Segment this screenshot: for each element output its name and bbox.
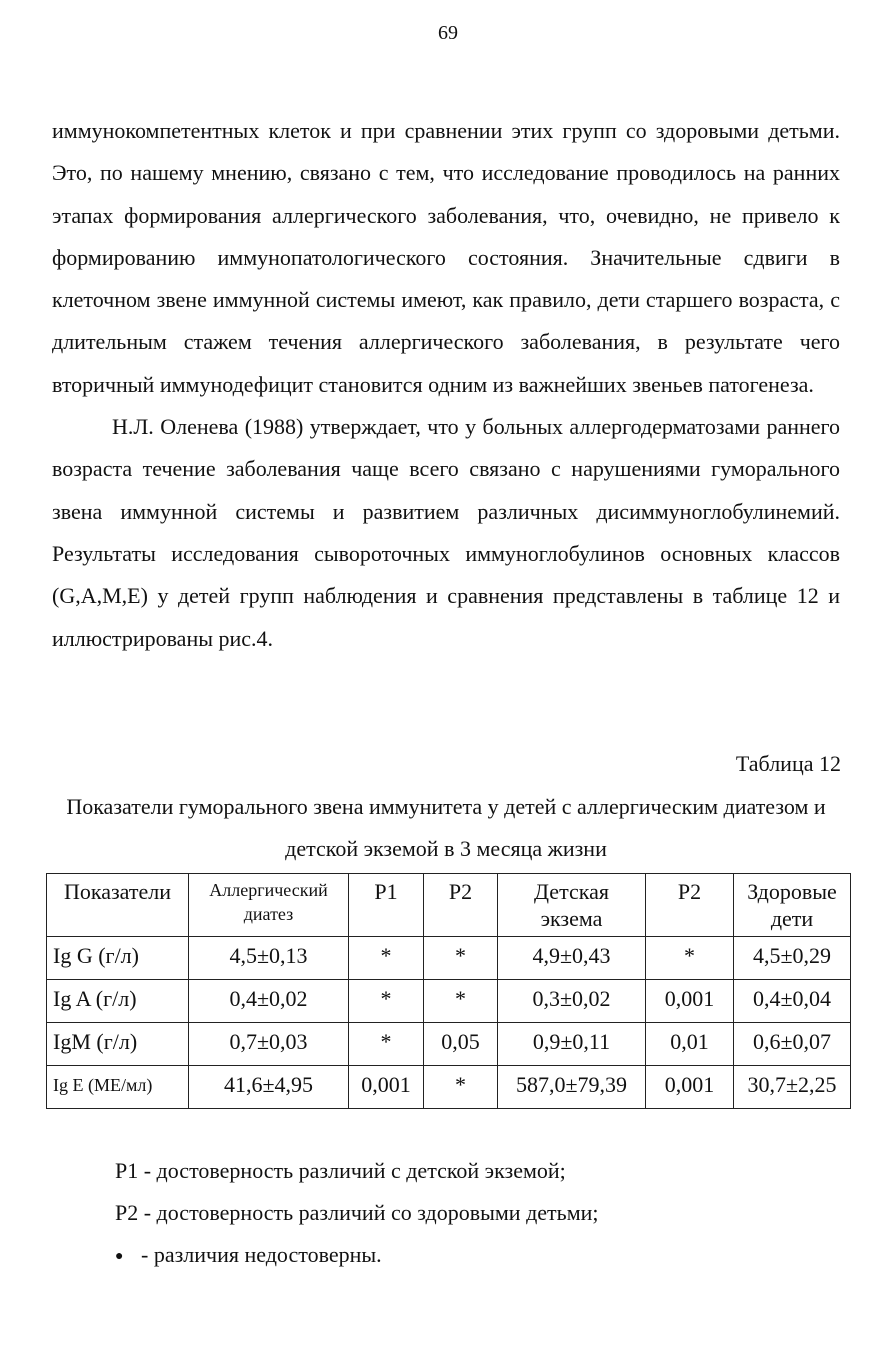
table-cell: * bbox=[646, 937, 734, 980]
table-header-cell: Р1 bbox=[349, 874, 424, 937]
table-cell: 0,01 bbox=[646, 1023, 734, 1066]
paragraph-2: Н.Л. Оленева (1988) утверждает, что у больных аллергодерматозами раннего возраста течение заболевания чаще всего связано с нарушениями гуморального звена иммунной системы и развитием различных дисиммуноглобулинемий. Результаты исследования сывороточных иммуноглобулинов основных классов (G,A,M,E) у детей групп наблюдения и сравнения представлены в таблице 12 и иллюстрированы рис.4. bbox=[52, 414, 840, 651]
table-cell: Ig E (МЕ/мл) bbox=[47, 1066, 189, 1109]
table-row bbox=[47, 937, 851, 980]
table-row bbox=[47, 980, 851, 1023]
table-header-cell: Аллергический диатез bbox=[189, 874, 349, 937]
table-cell: 0,001 bbox=[646, 980, 734, 1023]
table-header-row bbox=[47, 874, 851, 937]
table-cell: 4,5±0,29 bbox=[734, 937, 851, 980]
page-number: 69 bbox=[438, 22, 458, 44]
body-text bbox=[52, 110, 840, 660]
table-cell: 4,9±0,43 bbox=[498, 937, 646, 980]
table-cell: 0,7±0,03 bbox=[189, 1023, 349, 1066]
table-cell: * bbox=[349, 980, 424, 1023]
table-cell: IgM (г/л) bbox=[47, 1023, 189, 1066]
table-header-cell: Р2 bbox=[424, 874, 498, 937]
table-cell: 0,4±0,02 bbox=[189, 980, 349, 1023]
table-label: Таблица 12 bbox=[735, 751, 841, 776]
table-header-cell: Детская экзема bbox=[498, 874, 646, 937]
table-cell: 0,05 bbox=[424, 1023, 498, 1066]
table-cell: * bbox=[349, 937, 424, 980]
table-cell: Ig G (г/л) bbox=[47, 937, 189, 980]
table-cell: Ig A (г/л) bbox=[47, 980, 189, 1023]
table-cell: * bbox=[424, 1066, 498, 1109]
table-notes bbox=[115, 1150, 815, 1278]
table-cell: 587,0±79,39 bbox=[498, 1066, 646, 1109]
table-title: Показатели гуморального звена иммунитета у детей с аллергическим диатезом и детской экземой в 3 месяца жизни bbox=[66, 794, 826, 861]
table-cell: * bbox=[424, 980, 498, 1023]
table-cell: * bbox=[424, 937, 498, 980]
table-cell: 0,4±0,04 bbox=[734, 980, 851, 1023]
immunoglobulin-table bbox=[46, 873, 851, 1109]
table-cell: 0,6±0,07 bbox=[734, 1023, 851, 1066]
table-header-cell: Здоровые дети bbox=[734, 874, 851, 937]
table-row bbox=[47, 1066, 851, 1109]
note-not-significant bbox=[115, 1234, 815, 1278]
note-p2: Р2 - достоверность различий со здоровыми детьми; bbox=[115, 1200, 599, 1225]
table-cell: 0,001 bbox=[349, 1066, 424, 1109]
table-cell: 4,5±0,13 bbox=[189, 937, 349, 980]
table-row bbox=[47, 1023, 851, 1066]
bullet-icon: ● bbox=[115, 1248, 124, 1264]
table-header-cell: Р2 bbox=[646, 874, 734, 937]
table-header-cell: Показатели bbox=[47, 874, 189, 937]
table-cell: 0,3±0,02 bbox=[498, 980, 646, 1023]
table-cell: 41,6±4,95 bbox=[189, 1066, 349, 1109]
paragraph-1: иммунокомпетентных клеток и при сравнении этих групп со здоровыми детьми. Это, по нашему мнению, связано с тем, что исследование проводилось на ранних этапах формирования аллергического заболевания, что, очевидно, не привело к формированию иммунопатологического состояния. Значительные сдвиги в клеточном звене иммунной системы имеют, как правило, дети старшего возраста, с длительным стажем течения аллергического заболевания, в результате чего вторичный иммунодефицит становится одним из важнейших звеньев патогенеза. bbox=[52, 118, 840, 397]
note-not-significant-text: - различия недостоверны. bbox=[141, 1242, 382, 1267]
table-cell: 30,7±2,25 bbox=[734, 1066, 851, 1109]
note-p1: Р1 - достоверность различий с детской экземой; bbox=[115, 1158, 566, 1183]
table-cell: * bbox=[349, 1023, 424, 1066]
table-cell: 0,9±0,11 bbox=[498, 1023, 646, 1066]
table-cell: 0,001 bbox=[646, 1066, 734, 1109]
